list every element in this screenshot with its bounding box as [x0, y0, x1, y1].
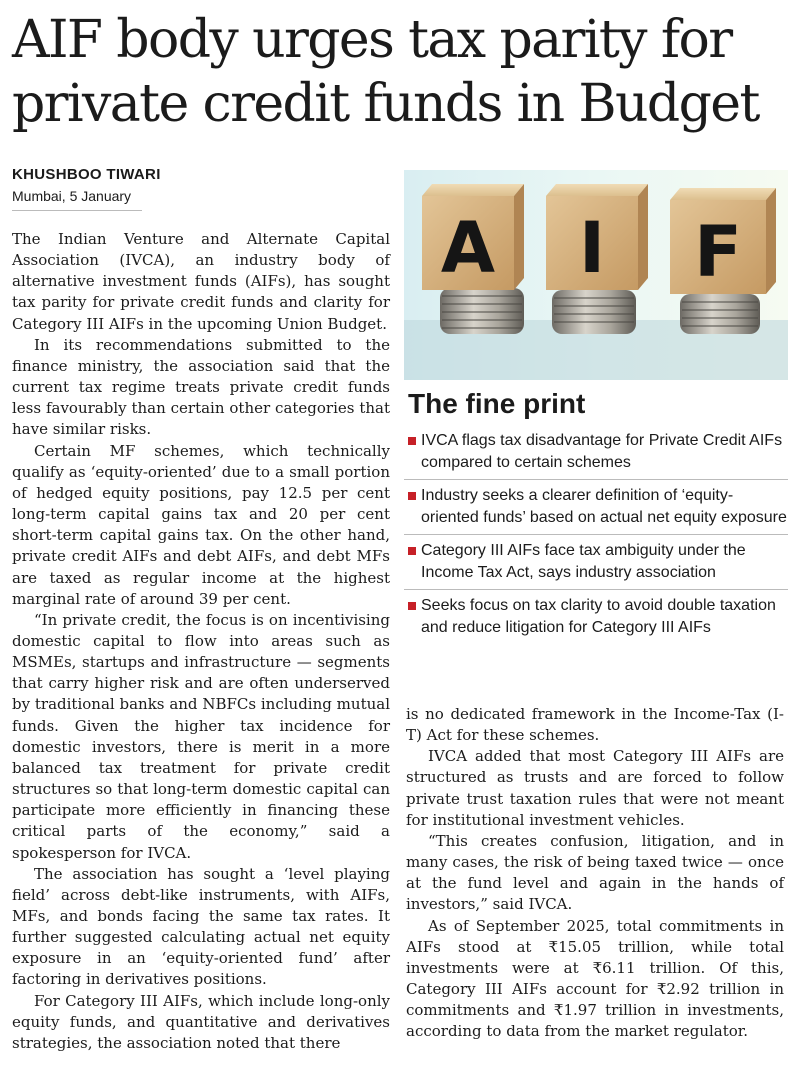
svg-text:I: I — [578, 207, 606, 289]
aif-cubes-photo — [404, 170, 788, 380]
list-item-text: IVCA flags tax disadvantage for Private Credit AIFs compared to certain schemes — [421, 432, 783, 471]
paragraph: As of September 2025, total commitments in AIFs stood at ₹15.05 trillion, while total investments were at ₹6.11 trillion. Of this, Category III AIFs account for ₹2.92 trillion in commitments and ₹1.97 trillion in investments, according to data from the market regulator. — [406, 916, 784, 1041]
list-item — [404, 430, 788, 480]
bullet-square-icon — [408, 547, 416, 555]
right-column — [406, 704, 784, 1043]
bullet-square-icon — [408, 437, 416, 445]
cube-f — [670, 188, 776, 294]
paragraph: “In private credit, the focus is on incentivising domestic capital to flow into areas such as MSMEs, startups and infrastructure — segments that carry higher risk and are often underserved by traditional banks and NBFCs including mutual funds. Given the higher tax incidence for domestic investors, there is merit in a more balanced tax treatment for private credit structures so that long-term domestic capital can participate more efficiently in financing these critical parts of the economy,” said a spokesperson for IVCA. — [12, 610, 390, 862]
list-item-text: Category III AIFs face tax ambiguity under the Income Tax Act, says industry association — [421, 542, 746, 581]
dateline: Mumbai, 5 January — [12, 188, 132, 204]
coin-stack-a — [440, 288, 524, 334]
coin-stack-i — [552, 290, 636, 334]
list-item-text: Industry seeks a clearer definition of ‘equity-oriented funds’ based on actual net equity exposure — [421, 487, 787, 526]
byline-rule — [12, 210, 142, 211]
fine-print-title: The fine print — [408, 388, 586, 419]
byline: KHUSHBOO TIWARI — [12, 166, 161, 183]
paragraph: In its recommendations submitted to the finance ministry, the association said that the current tax regime treats private credit funds less favourably than certain other categories that have similar risks. — [12, 335, 390, 439]
coin-stack-f — [680, 294, 760, 334]
paragraph: For Category III AIFs, which include long-only equity funds, and quantitative and derivatives strategies, the association noted that there — [12, 991, 390, 1052]
paragraph: The Indian Venture and Alternate Capital Association (IVCA), an industry body of alternative investment funds (AIFs), has sought tax parity for private credit funds and clarity for Category III AIFs in the upcoming Union Budget. — [12, 230, 390, 333]
paragraph: Certain MF schemes, which technically qualify as ‘equity-oriented’ due to a small portion of hedged equity positions, pay 12.5 per cent long-term capital gains tax and 20 per cent short-term capital gains tax. On the other hand, private credit AIFs and debt AIFs, and debt MFs are taxed as regular income at the highest marginal rate of around 39 per cent. — [12, 441, 390, 608]
fine-print-list — [404, 430, 788, 639]
list-item-text: Seeks focus on tax clarity to avoid double taxation and reduce litigation for Category III AIFs — [421, 597, 776, 636]
svg-text:A: A — [440, 207, 496, 289]
cube-i — [546, 184, 648, 290]
paragraph: “This creates confusion, litigation, and in many cases, the risk of being taxed twice — once at the fund level and again in the hands of investors,” said IVCA. — [406, 831, 784, 914]
cube-a — [422, 184, 524, 290]
paragraph: is no dedicated framework in the Income-Tax (I-T) Act for these schemes. — [406, 705, 784, 745]
svg-text:F: F — [694, 211, 742, 293]
left-column — [12, 229, 390, 1054]
paragraph: IVCA added that most Category III AIFs are structured as trusts and are forced to follow private trust taxation rules that were not meant for institutional investment vehicles. — [406, 747, 784, 829]
list-item — [404, 595, 788, 639]
headline: AIF body urges tax parity for private credit funds in Budget — [12, 10, 759, 134]
list-item — [404, 540, 788, 590]
aif-cubes-illustration — [404, 170, 788, 380]
bullet-square-icon — [408, 602, 416, 610]
fine-print-box — [404, 382, 788, 644]
list-item — [404, 485, 788, 535]
paragraph: The association has sought a ‘level playing field’ across debt-like instruments, with AIFs, MFs, and bonds facing the same tax rates. It further suggested calculating actual net equity exposure in an ‘equity-oriented fund’ after factoring in derivatives positions. — [12, 864, 390, 989]
bullet-square-icon — [408, 492, 416, 500]
